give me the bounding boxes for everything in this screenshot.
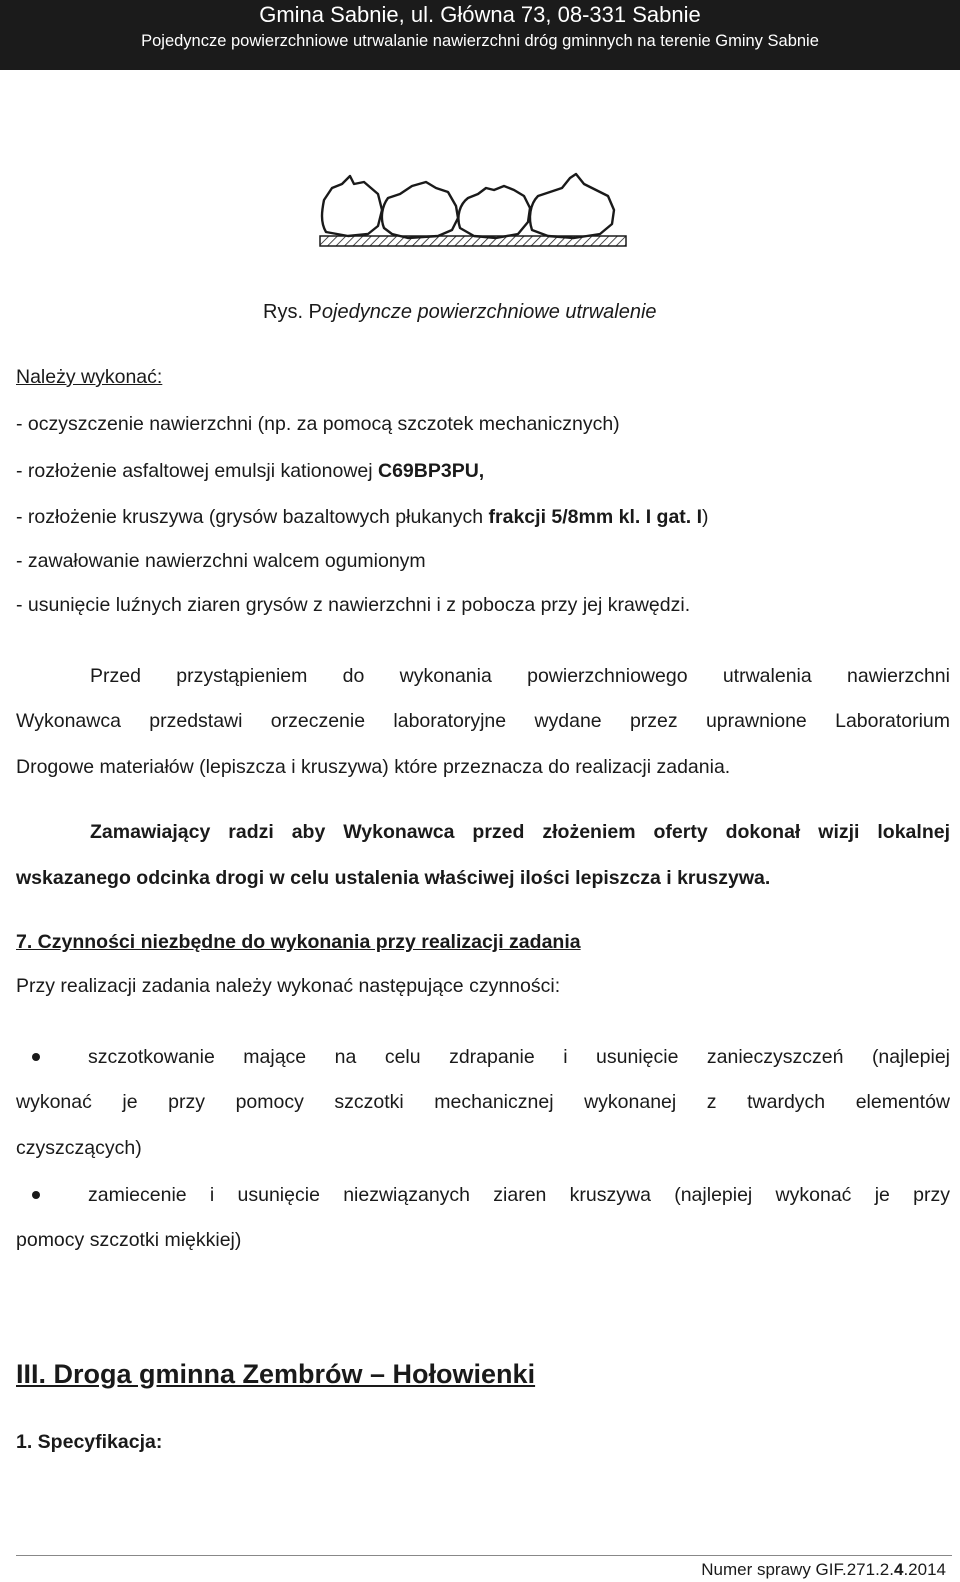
road-base-layer [320, 236, 626, 246]
aggregate-stone-1 [322, 176, 382, 236]
bullet-1-line-1: szczotkowanie mające na celu zdrapanie i usunięcie zanieczyszczeń (najlepiej [88, 1046, 950, 1068]
emulsion-type: C69BP3PU, [378, 460, 485, 482]
paragraph-2-line-2: wskazanego odcinka drogi w celu ustalenia właściwej ilości lepiszcza i kruszywa. [16, 867, 771, 889]
header-project-title: Pojedyncze powierzchniowe utrwalanie nawierzchni dróg gminnych na terenie Gminy Sabnie [141, 32, 819, 50]
section-3-subtitle: 1. Specyfikacja: [16, 1431, 163, 1453]
todo-item-emulsion: - rozłożenie asfaltowej emulsji kationowej C69BP3PU, [16, 460, 485, 482]
aggregate-stone-3 [458, 186, 530, 238]
aggregate-fraction: frakcji 5/8mm kl. I gat. I [488, 506, 703, 528]
todo-item-removal: - usunięcie luźnych ziaren grysów z nawierzchni i z pobocza przy jej krawędzi. [16, 594, 691, 616]
paragraph-1-line-2: Wykonawca przedstawi orzeczenie laboratoryjne wydane przez uprawnione Laboratorium [16, 710, 950, 732]
todo-item-cleaning: - oczyszczenie nawierzchni (np. za pomocą szczotek mechanicznych) [16, 413, 620, 435]
document-footer [16, 1555, 952, 1582]
figure-caption: Rys. Pojedyncze powierzchniowe utrwalenie [263, 301, 657, 323]
bullet-1-line-3: czyszczących) [16, 1137, 142, 1159]
case-number: Numer sprawy GIF.271.2.4.2014 [701, 1560, 946, 1579]
todo-heading: Należy wykonać: [16, 366, 163, 388]
section-3-title: III. Droga gminna Zembrów – Hołowienki [16, 1359, 536, 1389]
paragraph-1-line-1: Przed przystąpieniem do wykonania powierzchniowego utrwalenia nawierzchni [90, 665, 950, 687]
bullet-2-line-1: zamiecenie i usunięcie niezwiązanych ziaren kruszywa (najlepiej wykonać je przy [88, 1184, 950, 1206]
section-7-intro: Przy realizacji zadania należy wykonać następujące czynności: [16, 975, 561, 997]
document-header [0, 0, 960, 70]
bullet-1-line-2: wykonać je przy pomocy szczotki mechanicznej wykonanej z twardych elementów [16, 1091, 950, 1113]
paragraph-1-line-3: Drogowe materiałów (lepiszcza i kruszywa) które przeznacza do realizacji zadania. [16, 756, 731, 778]
header-address: Gmina Sabnie, ul. Główna 73, 08-331 Sabnie [259, 2, 701, 27]
paragraph-2-line-1: Zamawiający radzi aby Wykonawca przed złożeniem oferty dokonał wizji lokalnej [90, 821, 950, 843]
section-7-title: 7. Czynności niezbędne do wykonania przy realizacji zadania [16, 931, 581, 953]
todo-item-aggregate: - rozłożenie kruszywa (grysów bazaltowych płukanych frakcji 5/8mm kl. I gat. I) [16, 506, 709, 528]
aggregate-stone-4 [530, 174, 614, 238]
figure-caption-italic: ojedyncze powierzchniowe utrwalenie [321, 301, 657, 323]
surface-dressing-figure [318, 170, 630, 256]
bullet-icon [32, 1191, 40, 1199]
aggregate-stone-2 [382, 182, 458, 238]
bullet-icon [32, 1053, 40, 1061]
todo-item-rolling: - zawałowanie nawierzchni walcem ogumionym [16, 550, 426, 572]
bullet-2-line-2: pomocy szczotki miękkiej) [16, 1229, 242, 1251]
